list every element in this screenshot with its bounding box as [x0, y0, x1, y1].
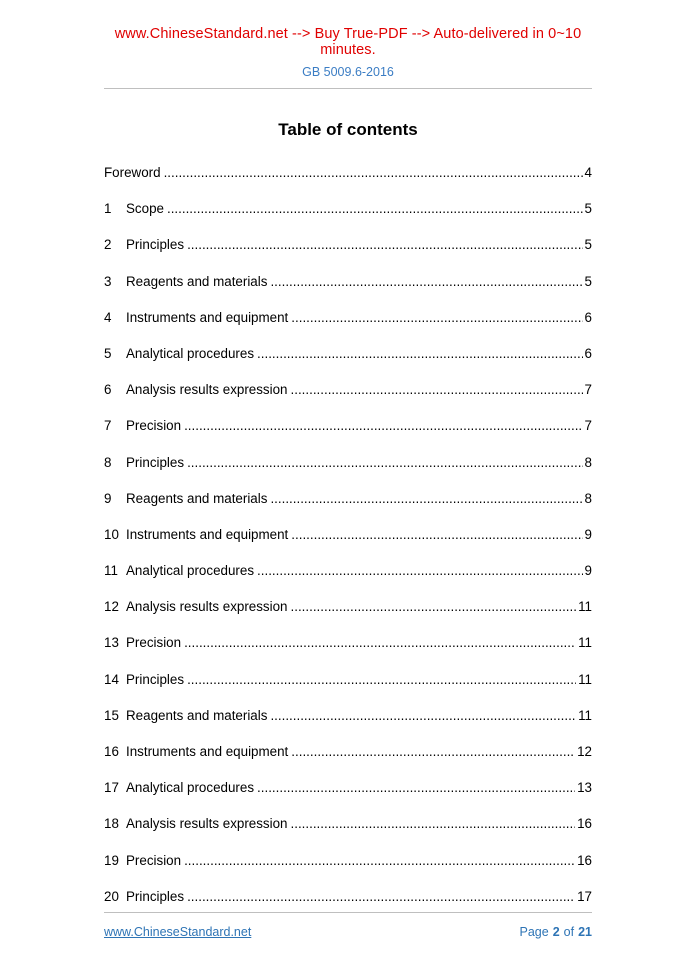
- toc-entry-label: Analytical procedures: [126, 345, 255, 361]
- toc-entry[interactable]: [104, 346, 592, 382]
- footer-site-link[interactable]: www.ChineseStandard.net: [104, 925, 252, 939]
- dot-leader: [257, 346, 583, 361]
- toc-entry-label: Instruments and equipment: [126, 309, 289, 325]
- toc-entry[interactable]: [104, 780, 592, 816]
- toc-entry-page: 13: [577, 780, 592, 796]
- toc-entry[interactable]: [104, 274, 592, 310]
- toc-entry-label: Analytical procedures: [126, 563, 255, 579]
- dot-leader: [187, 672, 576, 687]
- toc-entry-page: 11: [578, 707, 592, 723]
- toc-entry-page: 9: [584, 563, 592, 579]
- toc-entry-label: Principles: [126, 454, 185, 470]
- toc-title: Table of contents: [278, 120, 418, 139]
- dot-leader: [291, 599, 577, 614]
- toc-entry-page: 12: [577, 744, 592, 759]
- toc-entry[interactable]: [104, 708, 592, 744]
- dot-leader: [184, 418, 582, 433]
- dot-leader: [187, 455, 582, 470]
- toc-entry[interactable]: [104, 563, 592, 599]
- toc-entry[interactable]: [104, 165, 592, 201]
- of-word: of: [563, 925, 575, 939]
- toc-entry-page: 7: [584, 418, 592, 434]
- toc-entry-number: 16: [104, 744, 119, 759]
- toc-entry[interactable]: [104, 491, 592, 527]
- toc-entry-number: 12: [104, 599, 119, 615]
- page-footer: [104, 912, 592, 939]
- dot-leader: [184, 853, 575, 868]
- toc-entry-label: Principles: [126, 888, 185, 904]
- toc-entry-page: 6: [584, 309, 592, 325]
- toc-entry[interactable]: [104, 816, 592, 852]
- header-divider: [104, 88, 592, 89]
- toc-entry-number: 20: [104, 888, 119, 904]
- dot-leader: [187, 889, 575, 904]
- toc-entry-number: 2: [104, 237, 112, 253]
- toc-entry-label: Precision: [126, 418, 182, 434]
- toc-entry-number: 15: [104, 707, 119, 723]
- dot-leader: [164, 165, 583, 180]
- toc-entry-label: Scope: [126, 201, 164, 217]
- toc-entry-page: 6: [584, 345, 592, 361]
- toc-entry-label: Principles: [126, 237, 185, 253]
- toc-entry[interactable]: [104, 744, 592, 780]
- toc-entry-page: 8: [584, 454, 592, 470]
- toc-entry-number: 18: [104, 816, 119, 832]
- toc-entry-number: 19: [104, 852, 119, 868]
- toc-list: [104, 165, 592, 925]
- toc-entry-label: Precision: [126, 635, 182, 651]
- dot-leader: [270, 274, 582, 289]
- toc-entry-label: Foreword: [104, 165, 161, 180]
- toc-entry-label: Principles: [126, 671, 185, 687]
- dot-leader: [291, 816, 576, 831]
- toc-entry[interactable]: [104, 527, 592, 563]
- toc-entry-label: Precision: [126, 852, 182, 868]
- toc-entry[interactable]: [104, 672, 592, 708]
- dot-leader: [184, 635, 576, 650]
- toc-entry-number: 7: [104, 418, 112, 434]
- toc-entry-number: 3: [104, 273, 112, 289]
- toc-entry-label: Analysis results expression: [126, 382, 288, 398]
- toc-entry-label: Reagents and materials: [126, 490, 268, 506]
- dot-leader: [270, 491, 582, 506]
- toc-entry-page: 11: [578, 635, 592, 651]
- page-word: Page: [519, 925, 549, 939]
- toc-entry-page: 16: [577, 852, 592, 868]
- dot-leader: [167, 201, 583, 216]
- dot-leader: [291, 382, 583, 397]
- toc-entry-label: Analysis results expression: [126, 816, 288, 832]
- page-total: 21: [578, 925, 592, 939]
- dot-leader: [291, 527, 582, 542]
- toc-entry[interactable]: [104, 599, 592, 635]
- toc-entry[interactable]: [104, 310, 592, 346]
- toc-entry-label: Reagents and materials: [126, 273, 268, 289]
- dot-leader: [291, 744, 575, 759]
- toc-entry-label: Instruments and equipment: [126, 526, 289, 542]
- toc-entry-label: Reagents and materials: [126, 707, 268, 723]
- toc-entry[interactable]: [104, 455, 592, 491]
- footer-divider: [104, 912, 592, 913]
- toc-entry-number: 14: [104, 671, 119, 687]
- toc-entry-number: 9: [104, 490, 112, 506]
- toc-entry-number: 4: [104, 309, 112, 325]
- toc-entry-number: 1: [104, 201, 112, 217]
- toc-entry[interactable]: [104, 418, 592, 454]
- toc-entry-number: 11: [104, 563, 118, 579]
- toc-entry-page: 11: [578, 599, 592, 615]
- toc-entry-number: 6: [104, 382, 112, 398]
- toc-entry[interactable]: [104, 853, 592, 889]
- toc-entry-number: 8: [104, 454, 112, 470]
- toc-entry[interactable]: [104, 237, 592, 273]
- standard-code: GB 5009.6-2016: [302, 65, 394, 79]
- toc-entry-page: 7: [584, 382, 592, 398]
- dot-leader: [257, 780, 575, 795]
- toc-entry-page: 11: [578, 671, 592, 687]
- dot-leader: [270, 708, 576, 723]
- toc-entry-number: 17: [104, 780, 119, 796]
- toc-entry[interactable]: [104, 201, 592, 237]
- toc-entry-page: 17: [577, 888, 592, 904]
- dot-leader: [257, 563, 583, 578]
- toc-entry-page: 8: [584, 490, 592, 506]
- toc-entry-page: 4: [584, 165, 592, 180]
- toc-entry-page: 9: [584, 526, 592, 542]
- toc-entry-label: Analysis results expression: [126, 599, 288, 615]
- toc-entry-number: 13: [104, 635, 119, 651]
- toc-entry-page: 5: [584, 201, 592, 217]
- page-current: 2: [552, 925, 560, 939]
- toc-entry-number: 10: [104, 526, 119, 542]
- toc-entry[interactable]: [104, 382, 592, 418]
- dot-leader: [291, 310, 582, 325]
- page-content: [104, 0, 592, 925]
- page-number-label: [520, 925, 593, 939]
- buy-pdf-banner-link[interactable]: www.ChineseStandard.net --> Buy True-PDF --> Auto-delivered in 0~10 minutes.: [114, 26, 582, 58]
- toc-entry-label: Analytical procedures: [126, 780, 255, 796]
- toc-entry-label: Instruments and equipment: [126, 744, 289, 759]
- dot-leader: [187, 237, 582, 252]
- toc-entry-number: 5: [104, 345, 112, 361]
- toc-entry-page: 16: [577, 816, 592, 832]
- toc-entry-page: 5: [584, 273, 592, 289]
- toc-entry[interactable]: [104, 635, 592, 671]
- toc-entry-page: 5: [584, 237, 592, 253]
